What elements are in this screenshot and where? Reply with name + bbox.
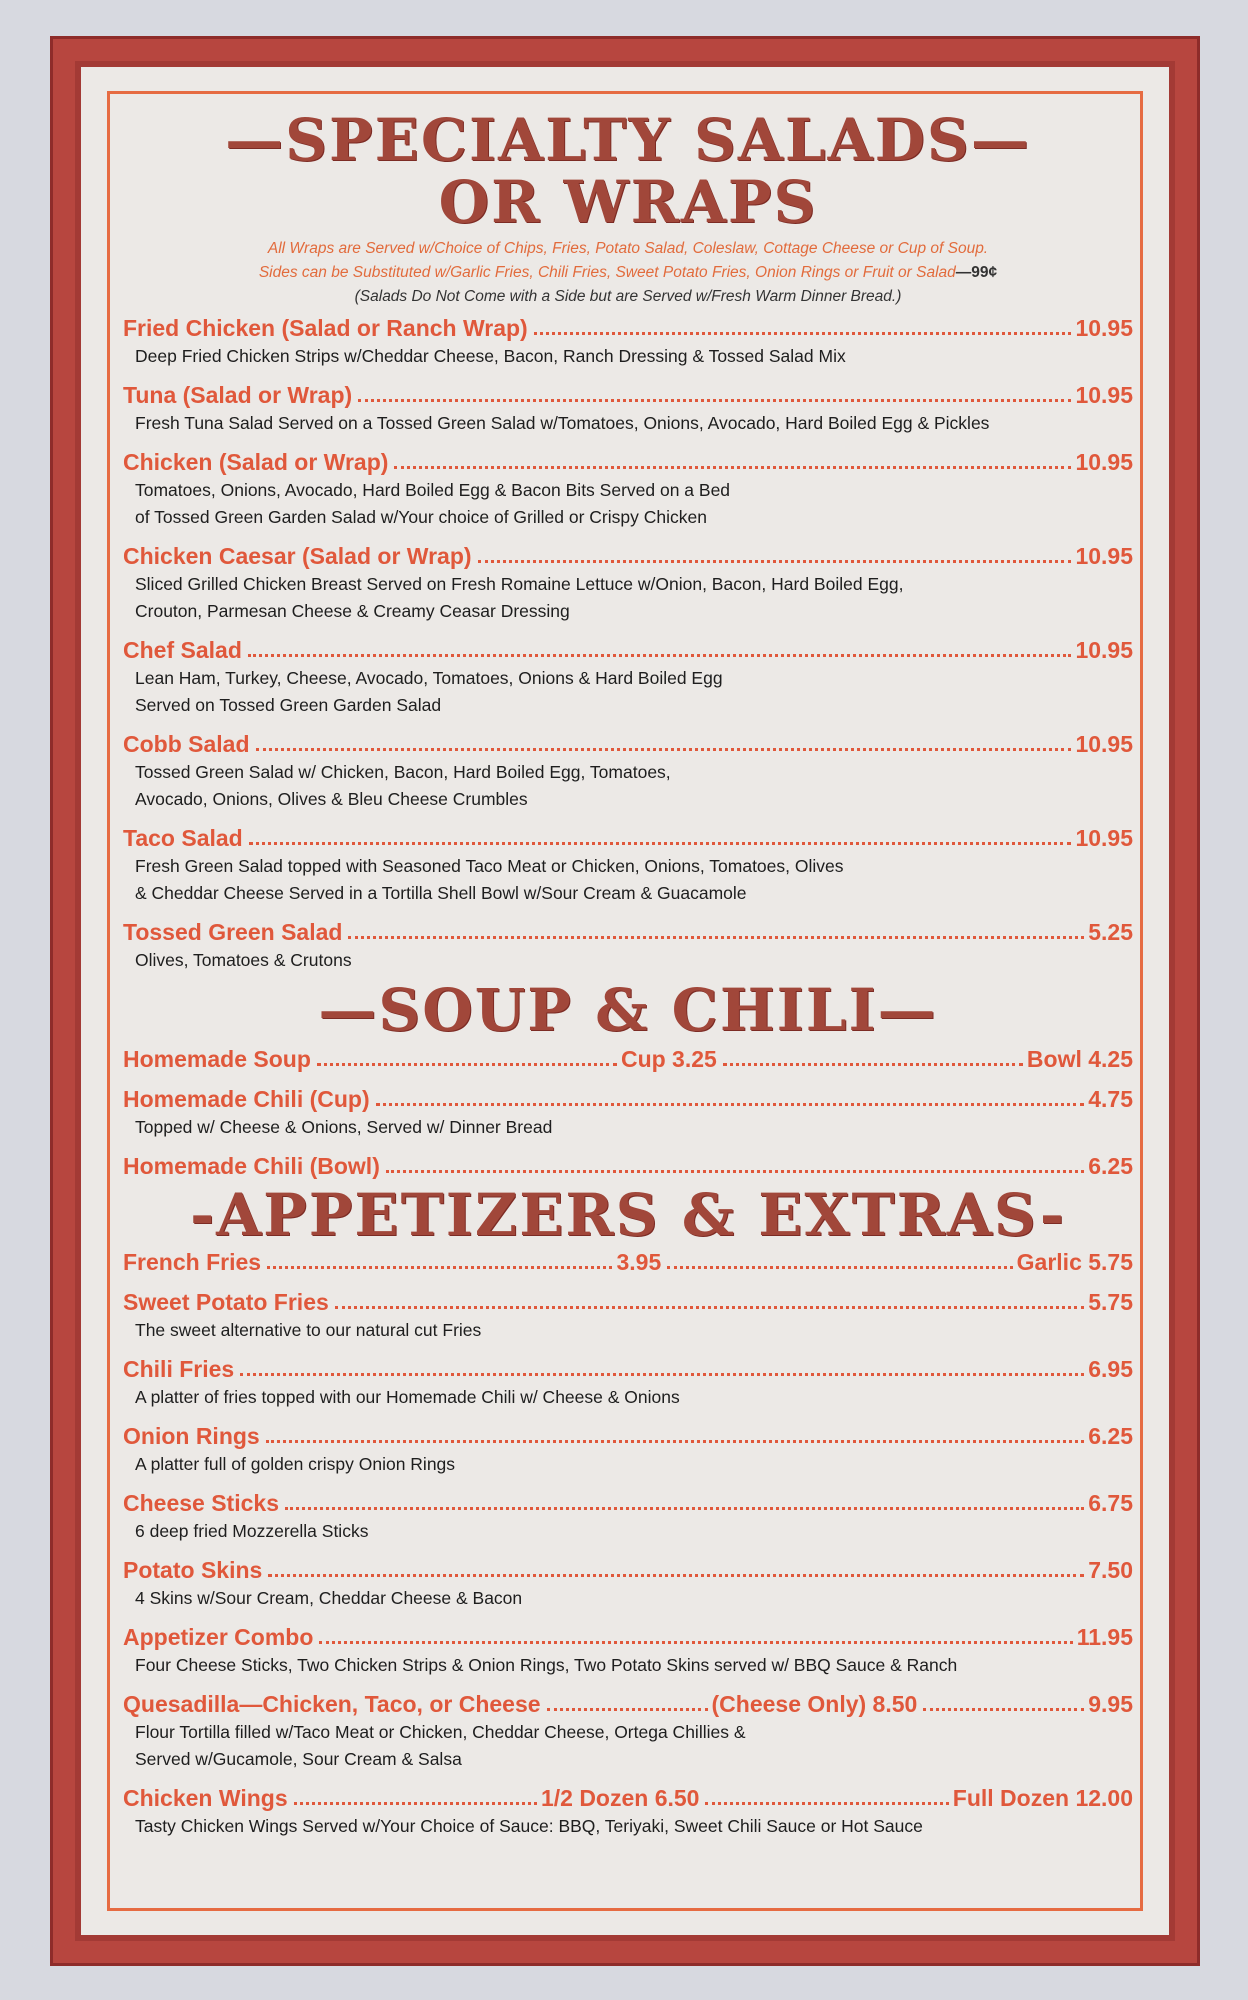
salads-note-3: (Salads Do Not Come with a Side but are Served w/Fresh Warm Dinner Bread.) <box>354 288 902 305</box>
item-name: Chili Fries <box>123 1356 235 1382</box>
item-description: Served on Tossed Green Garden Salad <box>135 695 442 715</box>
item-price: 5.25 <box>1088 919 1133 945</box>
dot-leader <box>348 936 1084 939</box>
dot-leader <box>249 842 1072 845</box>
item-price: 10.95 <box>1075 449 1133 475</box>
item-description: Four Cheese Sticks, Two Chicken Strips & Onion Rings, Two Potato Skins served w/ BBQ Sauce & Ranch <box>135 1655 958 1675</box>
item-description: Deep Fried Chicken Strips w/Cheddar Cheese, Bacon, Ranch Dressing & Tossed Salad Mix <box>135 346 846 366</box>
item-name: Quesadilla—Chicken, Taco, or Cheese <box>123 1691 541 1717</box>
item-price: 6.95 <box>1088 1356 1133 1382</box>
item-price: 4.75 <box>1088 1086 1133 1112</box>
menu-item <box>123 447 1133 531</box>
salads-note-1: All Wraps are Served w/Choice of Chips, Fries, Potato Salad, Coleslaw, Cottage Cheese or Cup of Soup. <box>267 240 989 257</box>
dot-leader <box>478 560 1072 563</box>
item-description: Topped w/ Cheese & Onions, Served w/ Dinner Bread <box>135 1117 553 1137</box>
dot-leader <box>534 332 1072 335</box>
item-price: 6.25 <box>1088 1153 1133 1179</box>
dot-leader <box>394 466 1071 469</box>
menu-item <box>123 1287 1133 1344</box>
menu-page <box>50 36 1200 1966</box>
item-description: Crouton, Parmesan Cheese & Creamy Ceasar Dressing <box>135 601 570 621</box>
item-price: 10.95 <box>1075 543 1133 569</box>
appetizers-title: -APPETIZERS & EXTRAS- <box>190 1181 1066 1249</box>
item-name: Homemade Chili (Cup) <box>123 1086 370 1112</box>
item-price: 10.95 <box>1075 315 1133 341</box>
item-description: Tossed Green Salad w/ Chicken, Bacon, Hard Boiled Egg, Tomatoes, <box>135 762 671 782</box>
dot-leader <box>723 1063 1023 1066</box>
item-name: Chicken Wings <box>123 1785 288 1811</box>
item-price: 11.95 <box>1076 1624 1133 1650</box>
salads-note-2: Sides can be Substituted w/Garlic Fries, Chili Fries, Sweet Potato Fries, Onion Rings or Fruit or Salad—99¢ <box>258 264 998 281</box>
dot-leader <box>317 1063 617 1066</box>
menu-item <box>123 729 1133 813</box>
item-name: Chicken (Salad or Wrap) <box>123 449 389 475</box>
dot-leader <box>319 1641 1072 1644</box>
item-price: 6.75 <box>1088 1490 1133 1516</box>
item-price: Bowl 4.25 <box>1026 1046 1134 1072</box>
item-name: Fried Chicken (Salad or Ranch Wrap) <box>123 315 528 341</box>
item-price: Garlic 5.75 <box>1016 1249 1134 1275</box>
item-name: Sweet Potato Fries <box>123 1289 329 1315</box>
dot-leader <box>240 1373 1084 1376</box>
item-mid-price: (Cheese Only) 8.50 <box>711 1691 918 1717</box>
soup-title: —SOUP & CHILI— <box>318 976 938 1044</box>
item-name: Potato Skins <box>123 1557 263 1583</box>
dot-leader <box>285 1507 1084 1510</box>
item-price: 10.95 <box>1075 825 1133 851</box>
item-description: Fresh Tuna Salad Served on a Tossed Green Salad w/Tomatoes, Onions, Avocado, Hard Boiled Egg & Pickles <box>135 413 990 433</box>
menu-item <box>123 1783 1133 1840</box>
item-name: Appetizer Combo <box>123 1624 314 1650</box>
item-description: Tomatoes, Onions, Avocado, Hard Boiled Egg & Bacon Bits Served on a Bed <box>135 480 731 500</box>
item-price: 9.95 <box>1088 1691 1134 1717</box>
item-description: Sliced Grilled Chicken Breast Served on Fresh Romaine Lettuce w/Onion, Bacon, Hard Boiled Egg, <box>135 574 904 594</box>
item-price: 5.75 <box>1088 1289 1133 1315</box>
menu-item <box>123 917 1133 974</box>
menu-item <box>123 1044 1133 1074</box>
item-description: Olives, Tomatoes & Crutons <box>135 950 352 970</box>
item-price: 6.25 <box>1088 1423 1133 1449</box>
item-description: A platter full of golden crispy Onion Rings <box>135 1454 456 1474</box>
menu-item <box>123 1421 1133 1478</box>
item-description: of Tossed Green Garden Salad w/Your choice of Grilled or Crispy Chicken <box>135 507 707 527</box>
item-description: A platter of fries topped with our Homemade Chili w/ Cheese & Onions <box>135 1387 680 1407</box>
menu-item <box>123 1689 1133 1773</box>
item-description: The sweet alternative to our natural cut Fries <box>135 1320 482 1340</box>
item-description: Tasty Chicken Wings Served w/Your Choice of Sauce: BBQ, Teriyaki, Sweet Chili Sauce or Hot Sauce <box>135 1816 923 1836</box>
item-description: Flour Tortilla filled w/Taco Meat or Chicken, Cheddar Cheese, Ortega Chillies & <box>135 1722 746 1742</box>
dot-leader <box>705 1802 948 1805</box>
menu-item <box>123 1354 1133 1411</box>
dot-leader <box>335 1306 1084 1309</box>
dot-leader <box>256 748 1072 751</box>
dot-leader <box>268 1574 1084 1577</box>
item-price: 10.95 <box>1075 731 1133 757</box>
dot-leader <box>267 1266 612 1269</box>
item-price: 10.95 <box>1075 637 1133 663</box>
item-name: Chicken Caesar (Salad or Wrap) <box>123 543 472 569</box>
item-name: Tuna (Salad or Wrap) <box>123 382 353 408</box>
item-description: Fresh Green Salad topped with Seasoned Taco Meat or Chicken, Onions, Tomatoes, Olives <box>135 856 844 876</box>
dot-leader <box>376 1103 1085 1106</box>
item-mid-price: Cup 3.25 <box>620 1046 717 1072</box>
item-name: Homemade Soup <box>123 1046 311 1072</box>
dot-leader <box>386 1170 1084 1173</box>
menu-item <box>123 1247 1133 1277</box>
item-price: 7.50 <box>1088 1557 1133 1583</box>
menu-item <box>123 1622 1133 1679</box>
item-description: Served w/Gucamole, Sour Cream & Salsa <box>135 1749 462 1769</box>
menu-item <box>123 380 1133 437</box>
salads-notes <box>123 237 1133 309</box>
item-name: French Fries <box>123 1249 262 1275</box>
item-mid-price: 1/2 Dozen 6.50 <box>540 1785 700 1811</box>
item-description: 4 Skins w/Sour Cream, Cheddar Cheese & Bacon <box>135 1588 523 1608</box>
salads-title-line1: —SPECIALTY SALADS— <box>225 106 1031 174</box>
menu-item <box>123 313 1133 370</box>
item-description: & Cheddar Cheese Served in a Tortilla Shell Bowl w/Sour Cream & Guacamole <box>135 883 747 903</box>
dot-leader <box>294 1802 537 1805</box>
dot-leader <box>358 399 1071 402</box>
item-name: Cobb Salad <box>123 731 250 757</box>
item-name: Homemade Chili (Bowl) <box>123 1153 380 1179</box>
dot-leader <box>547 1708 708 1711</box>
dot-leader <box>667 1266 1012 1269</box>
item-name: Taco Salad <box>123 825 243 851</box>
menu-item <box>123 1555 1133 1612</box>
item-price: Full Dozen 12.00 <box>952 1785 1133 1811</box>
menu-item <box>123 823 1133 907</box>
menu-item <box>123 1151 1133 1181</box>
item-name: Chef Salad <box>123 637 242 663</box>
menu-item <box>123 541 1133 625</box>
item-description: Lean Ham, Turkey, Cheese, Avocado, Tomatoes, Onions & Hard Boiled Egg <box>135 668 723 688</box>
salads-title-line2: OR WRAPS <box>438 168 818 236</box>
menu-content <box>123 106 1134 1899</box>
menu-item <box>123 1488 1133 1545</box>
salads-note-2-price: —99¢ <box>955 264 998 281</box>
item-description: Avocado, Onions, Olives & Bleu Cheese Crumbles <box>135 789 528 809</box>
item-name: Onion Rings <box>123 1423 260 1449</box>
item-name: Tossed Green Salad <box>123 919 343 945</box>
dot-leader <box>266 1440 1085 1443</box>
menu-item <box>123 1084 1133 1141</box>
item-name: Cheese Sticks <box>123 1490 279 1516</box>
item-price: 10.95 <box>1075 382 1133 408</box>
item-mid-price: 3.95 <box>616 1249 662 1275</box>
menu-item <box>123 635 1133 719</box>
dot-leader <box>923 1708 1084 1711</box>
dot-leader <box>248 654 1072 657</box>
item-description: 6 deep fried Mozzerella Sticks <box>135 1521 369 1541</box>
